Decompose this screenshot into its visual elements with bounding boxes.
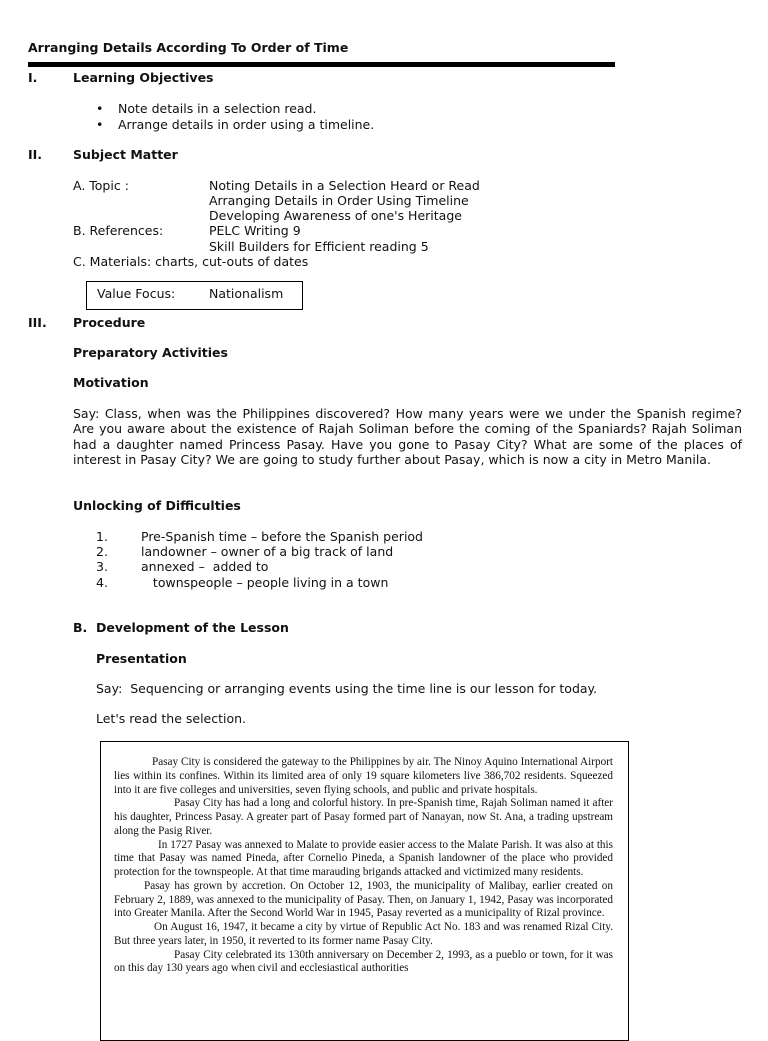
selection-paragraph: On August 16, 1947, it became a city by virtue of Republic Act No. 183 and was renamed Rizal City. But three years later, in 1950, it reverted to its former name Pasay City. (114, 921, 613, 947)
reading-selection-text (114, 756, 613, 976)
section-1-numeral: I. (28, 70, 38, 85)
selection-paragraph: Pasay City is considered the gateway to the Philippines by air. The Ninoy Aquino International Airport lies within its confines. Within its limited area of only 19 square kilometers live 386,702 residents. Squeezed into it are five colleges and universities, seven flying schools, and public and private hospitals. (114, 756, 613, 796)
bullet-dot: • (96, 117, 104, 132)
bullet-2 (96, 117, 375, 132)
bullet-1 (96, 101, 317, 116)
vocab-item: townspeople – people living in a town (141, 575, 389, 590)
topic-label: A. Topic : (73, 178, 129, 193)
preparatory-heading: Preparatory Activities (73, 345, 228, 360)
document-title: Arranging Details According To Order of Time (28, 40, 349, 55)
selection-paragraph: Pasay has grown by accretion. On October 12, 1903, the municipality of Malibay, earlier created on February 2, 1889, was annexed to the municipality of Pasay. Then, on January 1, 1942, Pasay was incorporated into Greater Manila. After the Second World War in 1945, Pasay reverted as a municipality of Rizal province. (114, 879, 613, 920)
vocab-number: 2. (96, 544, 108, 559)
section-3-numeral: III. (28, 315, 47, 330)
section-1-heading: Learning Objectives (73, 70, 214, 85)
development-heading: B. Development of the Lesson (73, 620, 289, 635)
section-3-heading: Procedure (73, 315, 146, 330)
say-line: Say: Sequencing or arranging events using the time line is our lesson for today. (96, 681, 598, 696)
topic-line-3: Developing Awareness of one's Heritage (209, 208, 462, 223)
vocab-number: 4. (96, 575, 108, 590)
vocab-number: 1. (96, 529, 108, 544)
materials-line: C. Materials: charts, cut-outs of dates (73, 254, 309, 269)
topic-line-2: Arranging Details in Order Using Timeline (209, 193, 469, 208)
presentation-heading: Presentation (96, 651, 187, 666)
motivation-paragraph: Say: Class, when was the Philippines discovered? How many years were we under the Spanish regime? Are you aware about the existence of Rajah Soliman before the coming of the Spaniards? Rajah Soliman had a daughter named Princess Pasay. Have you gone to Pasay City? What are some of the places of interest in Pasay City? We are going to study further about Pasay, which is now a city in Metro Manila. (73, 406, 742, 468)
value-focus-value: Nationalism (209, 286, 284, 301)
bullet-dot: • (96, 101, 104, 116)
motivation-heading: Motivation (73, 375, 149, 390)
reference-line-1: PELC Writing 9 (209, 223, 301, 238)
vocab-number: 3. (96, 559, 108, 574)
value-focus-box (86, 281, 303, 310)
vocab-item: Pre-Spanish time – before the Spanish period (141, 529, 423, 544)
unlocking-heading: Unlocking of Difficulties (73, 498, 241, 513)
section-2-heading: Subject Matter (73, 147, 178, 162)
reference-line-2: Skill Builders for Efficient reading 5 (209, 239, 429, 254)
vocab-item: annexed – added to (141, 559, 269, 574)
bullet-text: Arrange details in order using a timeline. (118, 117, 375, 132)
vocab-item: landowner – owner of a big track of land (141, 544, 394, 559)
lets-read-line: Let's read the selection. (96, 711, 247, 726)
section-2-numeral: II. (28, 147, 43, 162)
bullet-text: Note details in a selection read. (118, 101, 317, 116)
selection-paragraph: Pasay City celebrated its 130th anniversary on December 2, 1993, as a pueblo or town, for it was on this day 130 years ago when civil and ecclesiastical authorities (114, 948, 613, 975)
selection-paragraph: In 1727 Pasay was annexed to Malate to provide easier access to the Malate Parish. It was also at this time that Pasay was named Pineda, after Cornelio Pineda, a Spanish landowner of the place who provided protection for the townspeople. At that time marauding brigands attacked and victimized many residents. (114, 838, 613, 878)
references-label: B. References: (73, 223, 164, 238)
title-rule (28, 62, 615, 67)
selection-paragraph: Pasay City has had a long and colorful history. In pre-Spanish time, Rajah Soliman named it after his daughter, Princess Pasay. A greater part of Pasay formed part of Nanayan, now St. Ana, a trading upstream along the Pasig River. (114, 797, 613, 837)
reading-selection-box (100, 741, 629, 1041)
topic-line-1: Noting Details in a Selection Heard or Read (209, 178, 480, 193)
value-focus-label: Value Focus: (97, 286, 176, 301)
